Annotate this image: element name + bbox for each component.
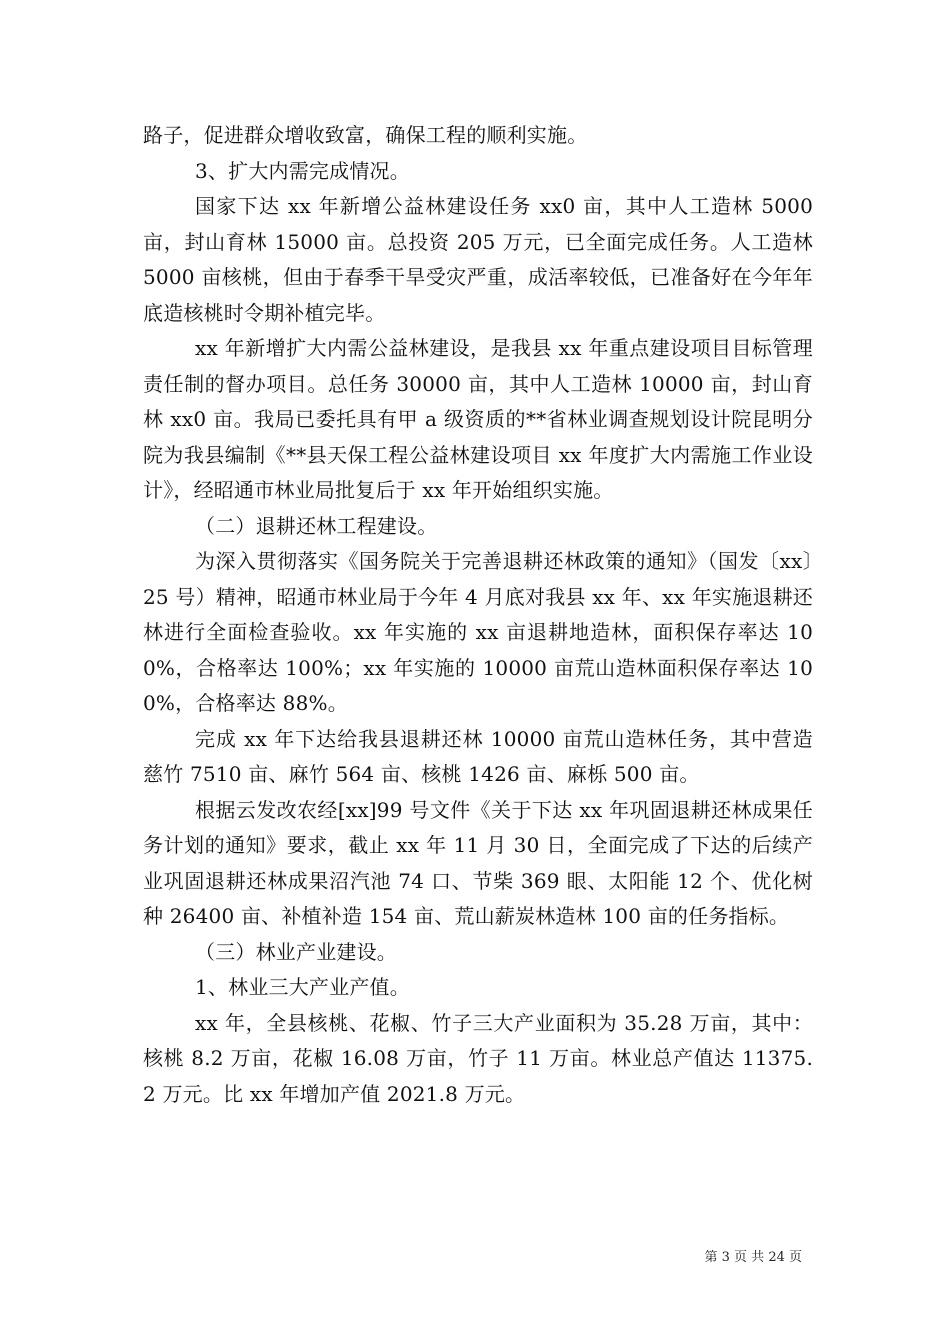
paragraph-consolidation: 根据云发改农经[xx]99 号文件《关于下达 xx 年巩固退耕还林成果任务计划的通知》要求，截止 xx 年 11 月 30 日，全面完成了下达的后续产业巩固退耕还林成果沼汽池 74 口、节柴 369 眼、太阳能 12 个、优化树种 26400 亩、补植补造 154 亩、荒山薪炭林造林 100 亩的任务指标。 <box>143 797 813 928</box>
section-heading-expand-domestic-demand: 3、扩大内需完成情况。 <box>195 158 410 183</box>
section-heading-grain-for-green: （二）退耕还林工程建设。 <box>195 513 438 538</box>
paragraph-national-task: 国家下达 xx 年新增公益林建设任务 xx0 亩，其中人工造林 5000 亩，封山育林 15000 亩。总投资 205 万元，已全面完成任务。人工造林 5000 亩核桃，但由于春季干旱受灾严重，成活率较低，已准备好在今年年底造核桃时令期补植完毕。 <box>143 194 813 325</box>
document-body <box>143 118 813 1112</box>
section-heading-forestry-industry: （三）林业产业建设。 <box>195 939 397 964</box>
paragraph-afforestation-task: 完成 xx 年下达给我县退耕还林 10000 亩荒山造林任务，其中营造慈竹 7510 亩、麻竹 564 亩、核桃 1426 亩、麻栎 500 亩。 <box>143 726 813 786</box>
page-number: 第 3 页 共 24 页 <box>704 1250 802 1265</box>
paragraph-output-value: xx 年，全县核桃、花椒、竹子三大产业面积为 35.28 万亩，其中：核桃 8.2 万亩，花椒 16.08 万亩，竹子 11 万亩。林业总产值达 11375.2 万元。比 xx 年增加产值 2021.8 万元。 <box>143 1010 813 1106</box>
paragraph-new-public-forest: xx 年新增扩大内需公益林建设，是我县 xx 年重点建设项目目标管理责任制的督办项目。总任务 30000 亩，其中人工造林 10000 亩，封山育林 xx0 亩。我局已委托具有甲 a 级资质的**省林业调查规划设计院昆明分院为我县编制《**县天保工程公益林建设项目 xx 年度扩大内需施工作业设计》，经昭通市林业局批复后于 xx 年开始组织实施。 <box>143 336 813 502</box>
paragraph-inspection: 为深入贯彻落实《国务院关于完善退耕还林政策的通知》（国发〔xx〕25 号）精神，昭通市林业局于今年 4 月底对我县 xx 年、xx 年实施退耕还林进行全面检查验收。xx 年实施的 xx 亩退耕地造林，面积保存率达 100%，合格率达 100%；xx 年实施的 10000 亩荒山造林面积保存率达 100%，合格率达 88%。 <box>143 549 813 715</box>
paragraph-continuation: 路子，促进群众增收致富，确保工程的顺利实施。 <box>143 123 588 147</box>
subsection-heading-output-value: 1、林业三大产业产值。 <box>195 975 410 999</box>
